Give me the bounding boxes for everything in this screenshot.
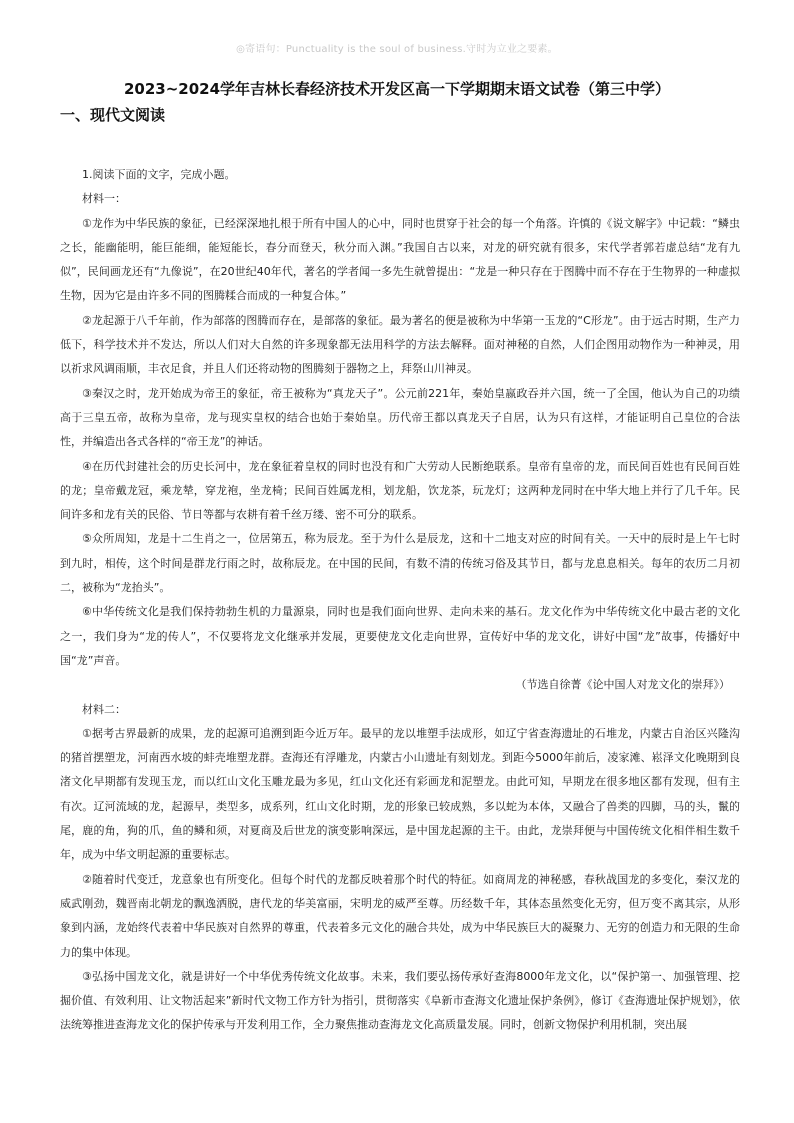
material-one-label: 材料一： [82,192,126,206]
watermark-quote: ◎寄语句：Punctuality is the soul of business.守时为立业之要素。 [236,44,558,55]
question-instruction: 1.阅读下面的文字，完成小题。 [82,168,236,181]
page-title: 2023~2024学年吉林长春经济技术开发区高一下学期期末语文试卷（第三中学） [123,80,671,98]
material-one-source: （节选自徐菁《论中国人对龙文化的崇拜》） [515,678,730,692]
material-one-paragraph-1: ①龙作为中华民族的象征，已经深深地扎根于所有中国人的心中，同时也贯穿于社会的每一个角落。许慎的《说文解字》中记载：“鳞虫之长，能幽能明，能巨能细，能短能长，春分而登天，秋分而入渊。”我国自古以来，对龙的研究就有很多，宋代学者郭若虚总结“龙有九似”，民间画龙还有“九像说”，在20世纪40年代，著名的学者闻一多先生就曾提出：“龙是一种只存在于图腾中而不存在于生物界的一种虚拟生物，因为它是由许多不同的图腾糅合而成的一种复合体。” [60,216,740,303]
material-one-paragraph-2: ②龙起源于八千年前，作为部落的图腾而存在，是部落的象征。最为著名的便是被称为中华第一玉龙的“C形龙”。由于远古时期，生产力低下，科学技术并不发达，所以人们对大自然的许多现象都无法用科学的方法去解释。面对神秘的自然，人们企图用动物作为一种神灵，用以祈求风调雨顺，丰衣足食，并且人们还将动物的图腾刻于器物之上，拜祭山川神灵。 [60,313,740,376]
material-two-paragraph-3: ③弘扬中国龙文化，就是讲好一个中华优秀传统文化故事。未来，我们要弘扬传承好查海8000年龙文化，以“保护第一、加强管理、挖掘价值、有效利用、让文物活起来”新时代文物工作方针为指引，贯彻落实《阜新市查海文化遗址保护条例》，修订《查海遗址保护规划》，依法统筹推进查海龙文化的保护传承与开发利用工作，全力聚焦推动查海龙文化高质量发展。同时，创新文物保护利用机制，突出展 [60,969,740,1032]
material-one-paragraph-6: ⑥中华传统文化是我们保持勃勃生机的力量源泉，同时也是我们面向世界、走向未来的基石。龙文化作为中华传统文化中最古老的文化之一，我们身为“龙的传人”，不仅要将龙文化继承并发展，更要使龙文化走向世界，宣传好中华的龙文化，讲好中国“龙”故事，传播好中国“龙”声音。 [60,605,740,667]
material-one-paragraph-5: ⑤众所周知，龙是十二生肖之一，位居第五，称为辰龙。至于为什么是辰龙，这和十二地支对应的时间有关。一天中的辰时是上午七时到九时，相传，这个时间是群龙行雨之时，故称辰龙。在中国的民间，有数不清的传统习俗及其节日，都与龙息息相关。每年的农历二月初二，被称为“龙抬头”。 [60,532,740,595]
reading-passage [60,163,740,1038]
material-two-paragraph-1: ①据考古界最新的成果，龙的起源可追溯到距今近万年。最早的龙以堆塑手法成形，如辽宁省查海遗址的石堆龙，内蒙古自治区兴隆沟的猪首摆塑龙，河南西水坡的蚌壳堆塑龙群。查海还有浮雕龙，内蒙古小山遗址有刻划龙。到距今5000年前后，凌家滩、崧泽文化晚期到良渚文化早期都有发现玉龙，而以红山文化玉雕龙最为多见，红山文化还有彩画龙和泥塑龙。由此可知，早期龙在很多地区都有发现，但有主有次。辽河流域的龙，起源早，类型多，成系列，红山文化时期，龙的形象已较成熟，多以蛇为本体，又融合了兽类的四脚，马的头，鬣的尾，鹿的角，狗的爪，鱼的鳞和须，对夏商及后世龙的演变影响深远，是中国龙起源的主干。由此，龙崇拜便与中国传统文化相伴相生数千年，成为中华文明起源的重要标志。 [60,726,740,862]
section-heading: 一、现代文阅读 [60,106,166,124]
material-two-paragraph-2: ②随着时代变迁，龙意象也有所变化。但每个时代的龙都反映着那个时代的特征。如商周龙的神秘感，春秋战国龙的多变化，秦汉龙的威武刚劲，魏晋南北朝龙的飘逸洒脱，唐代龙的华美富丽，宋明龙的威严至尊。历经数千年，其体态虽然变化无穷，但万变不离其宗，从形象到内涵，龙始终代表着中华民族对自然界的尊重，代表着多元文化的融合共处，成为中华民族巨大的凝聚力、无穷的创造力和无限的生命力的集中体现。 [60,872,740,959]
material-two-label: 材料二： [82,702,126,716]
material-one-paragraph-3: ③秦汉之时，龙开始成为帝王的象征，帝王被称为“真龙天子”。公元前221年，秦始皇嬴政吞并六国，统一了全国，他认为自己的功绩高于三皇五帝，故称为皇帝，龙与现实皇权的结合也始于秦始皇。历代帝王都以真龙天子自居，认为只有这样，才能证明自己皇位的合法性，并编造出各式各样的“帝王龙”的神话。 [60,386,740,449]
material-one-paragraph-4: ④在历代封建社会的历史长河中，龙在象征着皇权的同时也没有和广大劳动人民断绝联系。皇帝有皇帝的龙，而民间百姓也有民间百姓的龙；皇帝戴龙冠，乘龙辇，穿龙袍，坐龙椅；民间百姓属龙相，划龙船，饮龙茶，玩龙灯；这两种龙同时在中华大地上并行了几千年。民间许多和龙有关的民俗、节日等都与农耕有着千丝万缕、密不可分的联系。 [60,459,740,522]
